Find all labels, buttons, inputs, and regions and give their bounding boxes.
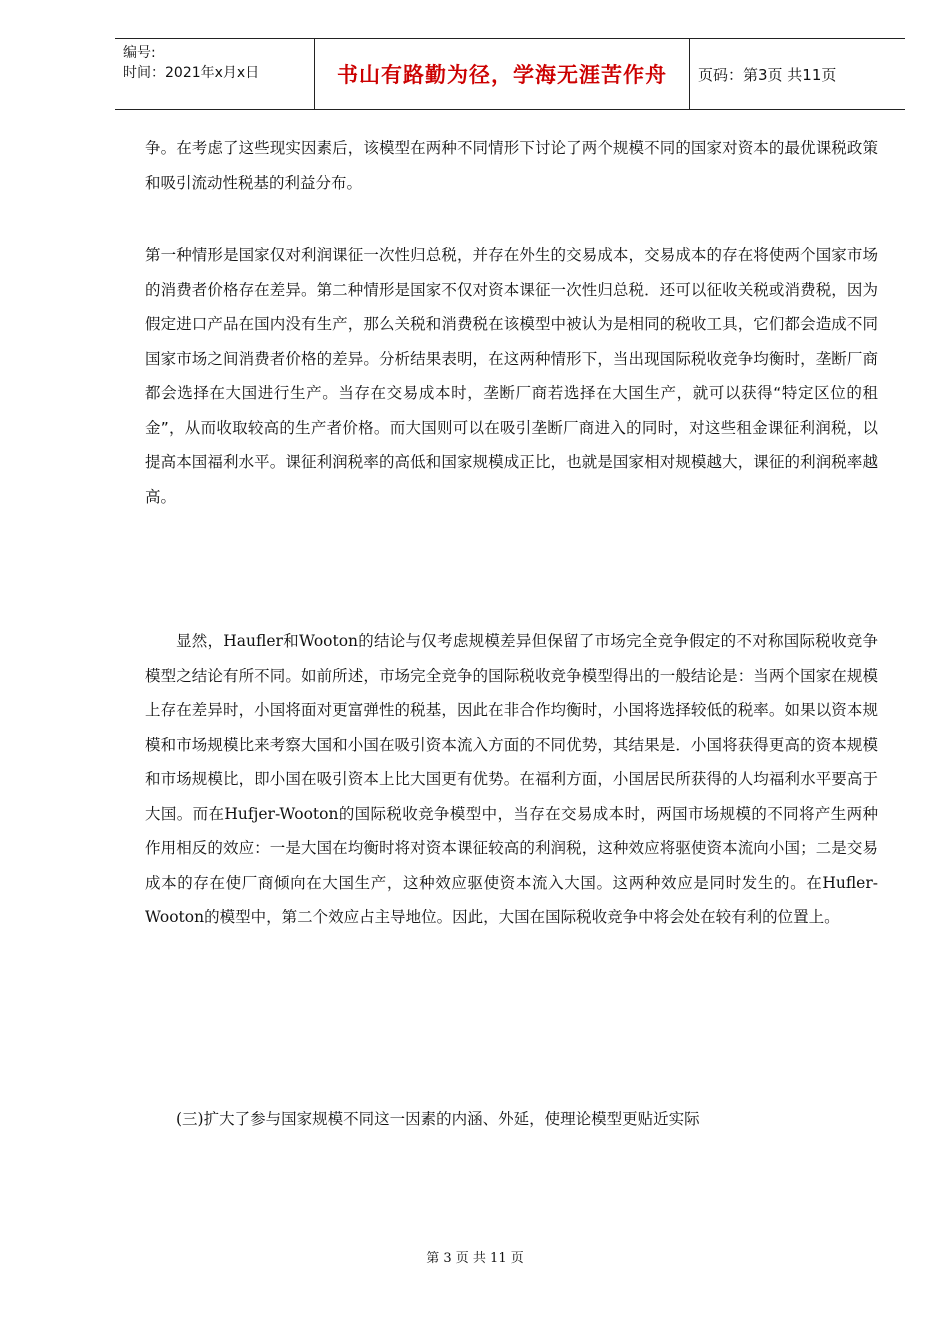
- header-page-number: 页码：第3页 共11页: [698, 65, 837, 84]
- header-meta-cell: [115, 39, 315, 109]
- page-footer: 第 3 页 共 11 页: [426, 1251, 524, 1266]
- document-number-label: 编号:: [123, 45, 156, 61]
- paragraph-two-scenarios: 第一种情形是国家仅对利润课征一次性归总税，并存在外生的交易成本，交易成本的存在将使两个国家市场的消费者价格存在差异。第二种情形是国家不仅对资本课征一次性归总税．还可以征收关税或消费税，因为假定进口产品在国内没有生产，那么关税和消费税在该模型中被认为是相同的税收工具，它们都会造成不同国家市场之间消费者价格的差异。分析结果表明，在这两种情形下，当出现国际税收竞争均衡时，垄断厂商都会选择在大国进行生产。当存在交易成本时，垄断厂商若选择在大国生产，就可以获得“特定区位的租金”，从而收取较高的生产者价格。而大国则可以在吸引垄断厂商进入的同时，对这些租金课征利润税，以提高本国福利水平。课征利润税率的高低和国家规模成正比，也就是国家相对规模越大，课征的利润税率越高。: [145, 246, 878, 506]
- section-heading-3: (三)扩大了参与国家规模不同这一因素的内涵、外延，使理论模型更贴近实际: [176, 1110, 700, 1128]
- header-motto: 书山有路勤为径，学海无涯苦作舟: [315, 39, 690, 109]
- paragraph-comparison: 显然，Haufler和Wooton的结论与仅考虑规模差异但保留了市场完全竞争假定的不对称国际税收竞争模型之结论有所不同。如前所述，市场完全竞争的国际税收竞争模型得出的一般结论是：当两个国家在规模上存在差异时，小国将面对更富弹性的税基，因此在非合作均衡时，小国将选择较低的税率。如果以资本规模和市场规模比来考察大国和小国在吸引资本流入方面的不同优势，其结果是．小国将获得更高的资本规模和市场规模比，即小国在吸引资本上比大国更有优势。在福利方面，小国居民所获得的人均福利水平要高于大国。而在Hufjer-Wooton的国际税收竞争模型中，当存在交易成本时，两国市场规模的不同将产生两种作用相反的效应：一是大国在均衡时将对资本课征较高的利润税，这种效应将驱使资本流向小国；二是交易成本的存在使厂商倾向在大国生产，这种效应驱使资本流入大国。这两种效应是同时发生的。在Hufler-Wooton的模型中，第二个效应占主导地位。因此，大国在国际税收竞争中将会处在较有利的位置上。: [145, 632, 878, 926]
- document-time-label: 时间：2021年x月x日: [123, 65, 260, 81]
- paragraph-continuation: 争。在考虑了这些现实因素后，该模型在两种不同情形下讨论了两个规模不同的国家对资本的最优课税政策和吸引流动性税基的利益分布。: [145, 139, 878, 192]
- page-header: [115, 38, 905, 110]
